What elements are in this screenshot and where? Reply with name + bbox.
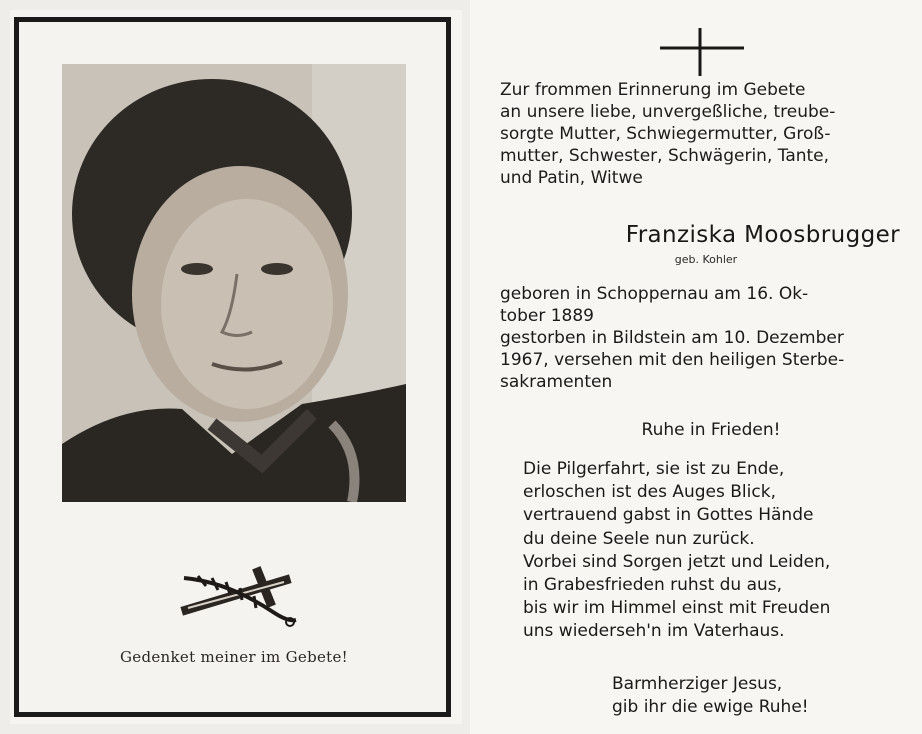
poem-line: du deine Seele nun zurück. — [523, 528, 755, 549]
poem-line: Die Pilgerfahrt, sie ist zu Ende, — [523, 459, 785, 479]
deceased-name: Franziska Moosbrugger — [625, 222, 900, 248]
date-line: tober 1889 — [500, 306, 594, 326]
poem-line: bis wir im Himmel einst mit Freuden — [523, 598, 831, 619]
poem-line: Vorbei sind Sorgen jetzt und Leiden, — [523, 551, 831, 572]
poem-line: vertrauend gabst in Gottes Hände — [523, 505, 814, 526]
poem-line: in Grabesfrieden ruhst du aus, — [523, 575, 783, 596]
poem — [523, 458, 913, 644]
life-dates — [500, 283, 912, 393]
date-line: 1967, versehen mit den heiligen Sterbe- — [500, 350, 845, 370]
poem-line: erloschen ist des Auges Blick, — [523, 482, 776, 503]
closing-prayer — [612, 673, 912, 719]
date-line: sakramenten — [500, 372, 613, 392]
portrait-photo — [62, 64, 406, 502]
closing-line: Barmherziger Jesus, — [612, 674, 783, 694]
date-line: geboren in Schoppernau am 16. Ok- — [500, 284, 809, 304]
intro-text — [500, 79, 912, 189]
intro-line: Zur frommen Erinnerung im Gebete — [500, 80, 806, 100]
maiden-name: geb. Kohler — [674, 253, 738, 266]
intro-line: und Patin, Witwe — [500, 168, 643, 188]
cross-icon — [658, 28, 746, 78]
cross-and-palm-icon — [178, 562, 300, 628]
intro-line: mutter, Schwester, Schwägerin, Tante, — [500, 146, 830, 166]
rest-in-peace: Ruhe in Frieden! — [641, 420, 781, 440]
poem-line: uns wiederseh'n im Vaterhaus. — [523, 621, 785, 642]
intro-line: an unsere liebe, unvergeßliche, treube- — [500, 102, 836, 122]
intro-line: sorgte Mutter, Schwiegermutter, Groß- — [500, 124, 831, 144]
left-caption: Gedenket meiner im Gebete! — [120, 648, 348, 666]
closing-line: gib ihr die ewige Ruhe! — [612, 697, 809, 717]
date-line: gestorben in Bildstein am 10. Dezember — [500, 328, 844, 348]
